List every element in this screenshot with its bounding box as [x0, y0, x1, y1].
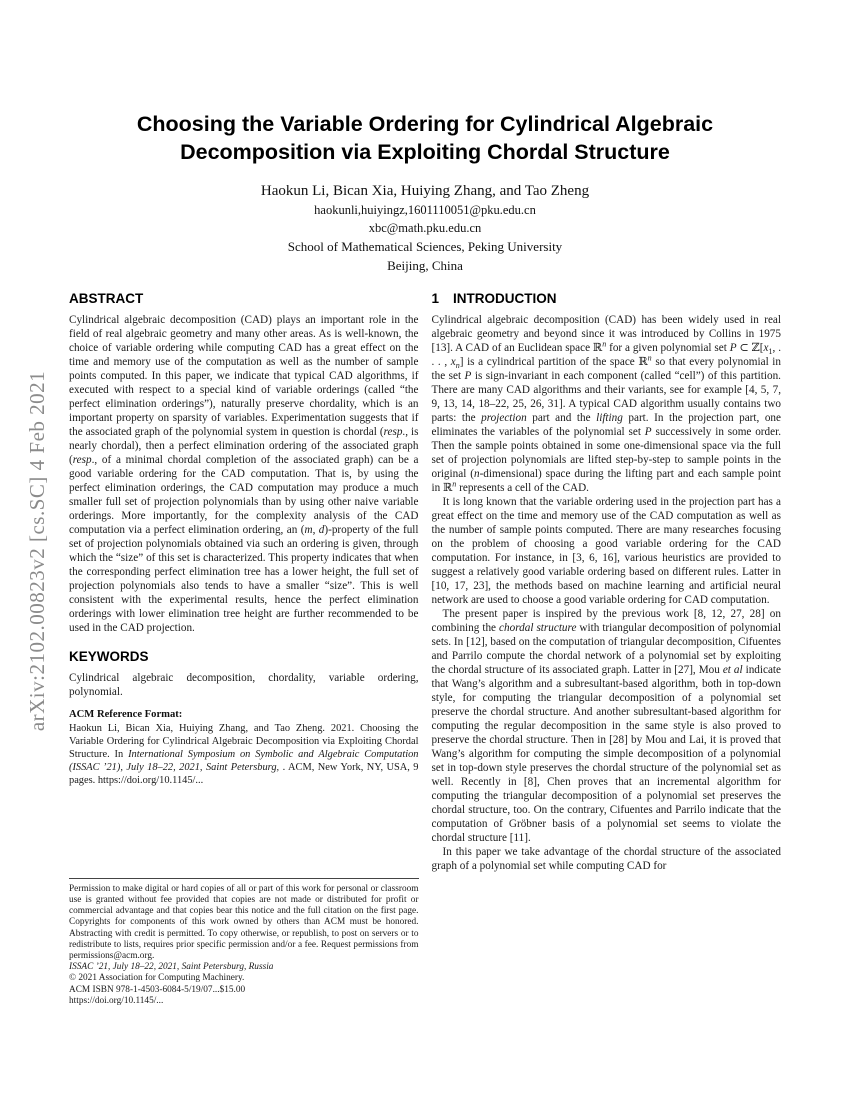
- abstract-heading: ABSTRACT: [69, 291, 144, 306]
- email-line-2: xbc@math.pku.edu.cn: [368, 221, 482, 235]
- keywords-text: Cylindrical algebraic decomposition, chordality, variable ordering, polynomial.: [69, 672, 419, 698]
- isbn-line: ACM ISBN 978-1-4503-6084-5/19/07...$15.00: [69, 984, 246, 995]
- acm-reference-text: Haokun Li, Bican Xia, Huiying Zhang, and Tao Zheng. 2021. Choosing the Variable Ordering for Cylindrical Algebraic Decomposition via Exploiting Chordal Structure. In International Symposium on Symbolic and Algebraic Computation (ISSAC ’21), July 18–22, 2021, Saint Petersburg, . ACM, New York, NY, USA, 9 pages. https://doi.org/10.1145/...: [69, 723, 419, 786]
- keywords-heading: KEYWORDS: [69, 649, 149, 664]
- paper-title: [0, 110, 850, 166]
- section-1-title: INTRODUCTION: [453, 291, 557, 306]
- footnote-rule: [69, 878, 419, 879]
- left-column: [69, 291, 419, 1009]
- section-1-number: 1: [431, 291, 440, 306]
- affiliation-line: School of Mathematical Sciences, Peking University: [287, 239, 563, 254]
- section-1-heading: [432, 291, 782, 306]
- copyright-line: © 2021 Association for Computing Machinery.: [69, 973, 245, 984]
- footnote-block: [69, 878, 419, 1009]
- doi-line: https://doi.org/10.1145/...: [69, 995, 164, 1006]
- location-line: Beijing, China: [387, 258, 463, 273]
- intro-paragraph-2: It is long known that the variable ordering used in the projection part has a great effect on the time and memory use of the CAD computation as well as the number of sample points computed. There are many researches focusing on the problem of choosing a good variable ordering for the CAD computation. For instance, in [3, 6, 16], various heuristics are provided to suggest a relatively good variable ordering based on different rules. Latter in [10, 17, 23], the methods based on machine learning and artificial neural network are used to choose a good variable ordering for CAD computation.: [431, 496, 781, 606]
- arxiv-identifier: arXiv:2102.00823v2 [cs.SC] 4 Feb 2021: [25, 370, 49, 732]
- paper-title-line1: Choosing the Variable Ordering for Cylindrical Algebraic: [136, 112, 714, 136]
- permission-notice: Permission to make digital or hard copies of all or part of this work for personal or classroom use is granted without fee provided that copies are not made or distributed for profit or commercial advantage and that copies bear this notice and the full citation on the first page. Copyrights for components of this work owned by others than ACM must be honored. Abstracting with credit is permitted. To copy otherwise, or republish, to post on servers or to redistribute to lists, requires prior specific permission and/or a fee. Request permissions from permissions@acm.org.: [69, 883, 419, 961]
- intro-paragraph-4: In this paper we take advantage of the chordal structure of the associated graph of a polynomial set while computing CAD for: [431, 846, 781, 872]
- email-line-1: haokunli,huiyingz,1601110051@pku.edu.cn: [314, 203, 536, 217]
- authors-line: Haokun Li, Bican Xia, Huiying Zhang, and Tao Zheng: [260, 183, 590, 199]
- two-column-body: [69, 291, 781, 1009]
- arxiv-watermark: [25, 271, 55, 831]
- intro-paragraph-1: Cylindrical algebraic decomposition (CAD) has been widely used in real algebraic geometry and beyond since it was introduced by Collins in 1975 [13]. A CAD of an Euclidean space ℝ$^n$ for a given polynomial set P ⊂ $ℤ[x_1$, . . . , $x_n$] is a cylindrical partition of the space ℝ$^n$ so that every polynomial in the set P is sign-invariant in each component (called “cell”) of this partition. There are many CAD algorithms and their variants, see for example [4, 5, 7, 9, 13, 14, 18–22, 25, 26, 31]. A typical CAD algorithm usually contains two parts: the projection part and the lifting part. In the projection part, one eliminates the variables of the polynomial set P successively in some order. Then the sample points obtained in some one-dimensional space via the full set of projection polynomials are lifted step-by-step to sample points in the original (n-dimensional) space during the lifting part and each sample point in ℝ$^n$ represents a cell of the CAD.: [431, 314, 781, 494]
- paper-title-line2: Decomposition via Exploiting Chordal Structure: [180, 140, 670, 164]
- right-column: [432, 291, 782, 1009]
- paper-header: [0, 0, 850, 274]
- intro-paragraph-3: The present paper is inspired by the previous work [8, 12, 27, 28] on combining the chordal structure with triangular decomposition of polynomial sets. In [12], based on the computation of triangular decomposition, Cifuentes and Parrilo compute the chordal network of a polynomial set by exploiting the chordal structure of its associated graph. Latter in [27], Mou et al indicate that Wang’s algorithm and a subresultant-based algorithm, both in top-down style, for computing the triangular decomposition of a polynomial set preserve the chordal structure. And another subresultant-based algorithm for computing the regular decomposition in the same style is also proved to preserve the chordal structure. Then in [28] by Mou and Lai, it is proved that Wang’s algorithm for computing the simple decomposition of a polynomial set in top-down style preserves the chordal structure of the polynomial set as well. Recently in [8], Chen proves that an incremental algorithm for computing the triangular decomposition of a polynomial set preserves the chordal structure, too. On the contrary, Cifuentes and Parrilo indicate that the computation of Gröbner basis of a polynomial set seems to violate the chordal structure [11].: [431, 608, 781, 844]
- abstract-text: Cylindrical algebraic decomposition (CAD) plays an important role in the field of real algebraic geometry and many other areas. As is well-known, the choice of variable ordering while computing CAD has a great effect on the time and memory use of the computation as well as the number of sample points computed. In this paper, we indicate that typical CAD algorithms, if executed with respect to a special kind of variable orderings (called “the perfect elimination orderings”), naturally preserve chordality, which is an important property on sparsity of variables. Experimentation suggests that if the associated graph of the polynomial system in question is chordal (resp., is nearly chordal), then a perfect elimination ordering of the associated graph (resp., of a minimal chordal completion of the associated graph) can be a good variable ordering for the CAD computation. That is, by using the perfect elimination orderings, the CAD computation may produce a much smaller full set of projection polynomials than by using other naive variable orderings. More importantly, for the complexity analysis of the CAD computation via a perfect elimination ordering, an (m, d)-property of the full set of projection polynomials obtained via such an ordering is given, through which the “size” of this set is characterized. This property indicates that when the corresponding perfect elimination tree has a lower height, the full set of projection polynomials also tends to have a smaller “size”. This is well consistent with the experimental results, hence the perfect elimination orderings with lower elimination tree height are further recommended to be used in the CAD projection.: [69, 314, 419, 634]
- acm-reference-heading: ACM Reference Format:: [69, 709, 183, 720]
- conference-line: ISSAC ’21, July 18–22, 2021, Saint Petersburg, Russia: [69, 962, 274, 973]
